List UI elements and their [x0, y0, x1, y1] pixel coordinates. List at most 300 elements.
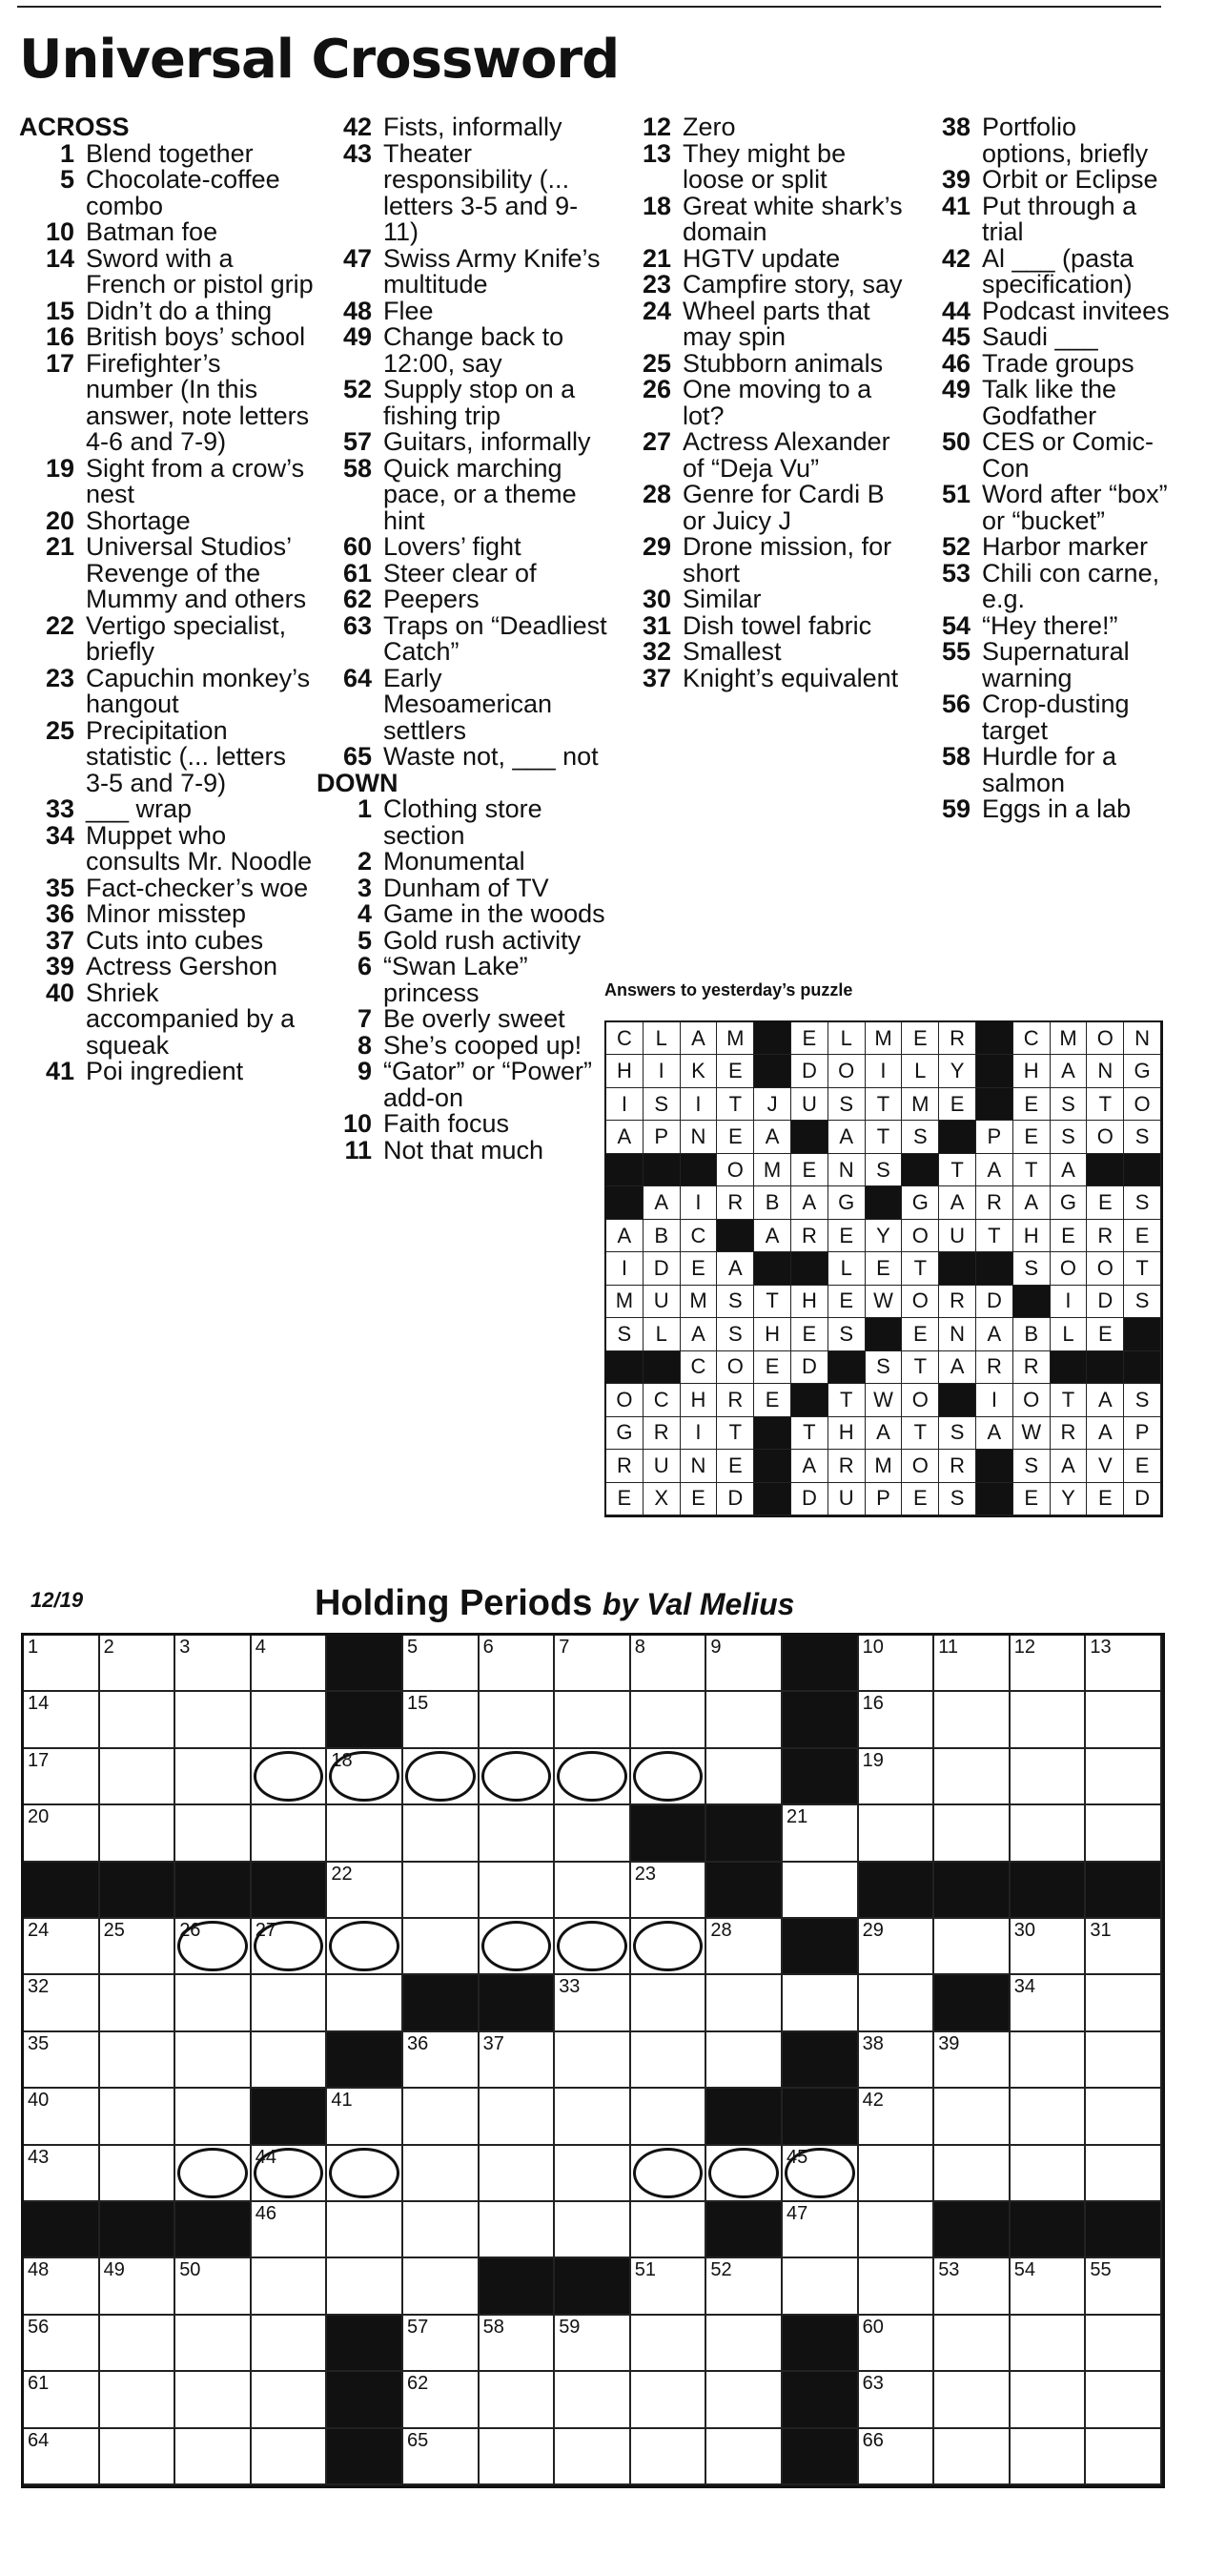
grid-cell[interactable]	[175, 2429, 252, 2485]
answer-cell: A	[681, 1022, 718, 1055]
grid-cell[interactable]	[631, 2372, 707, 2428]
grid-cell[interactable]	[1011, 1749, 1087, 1805]
grid-cell[interactable]	[327, 2258, 403, 2315]
grid-cell[interactable]	[706, 2258, 783, 2315]
grid-cell[interactable]	[555, 1975, 631, 2031]
grid-cell[interactable]	[1086, 2429, 1162, 2485]
grid-cell[interactable]	[934, 2316, 1011, 2372]
grid-cell[interactable]	[1086, 2258, 1162, 2315]
clue-text: Muppet who consults Mr. Noodle	[86, 820, 313, 876]
clue-text: Chocolate-coffee combo	[86, 165, 280, 220]
grid-cell[interactable]	[175, 1919, 252, 1975]
answer-cell: E	[606, 1483, 644, 1515]
clue-text: Fact-checker’s woe	[86, 873, 309, 902]
answer-cell: A	[866, 1417, 903, 1450]
clue-item	[616, 610, 911, 640]
answer-cell: N	[828, 1154, 866, 1186]
answer-cell: U	[644, 1450, 681, 1482]
grid-cell[interactable]	[24, 1692, 100, 1748]
grid-cell[interactable]	[403, 2429, 480, 2485]
grid-cell[interactable]	[403, 2316, 480, 2372]
answer-cell: A	[976, 1417, 1013, 1450]
grid-cell[interactable]	[24, 2316, 100, 2372]
answer-cell: M	[754, 1154, 791, 1186]
clue-number: 22	[45, 610, 74, 640]
grid-cell[interactable]	[706, 2146, 783, 2202]
grid-cell[interactable]	[631, 2032, 707, 2089]
grid-cell[interactable]	[175, 2258, 252, 2315]
grid-cell[interactable]	[252, 2258, 328, 2315]
answer-cell: A	[754, 1121, 791, 1153]
grid-cell[interactable]	[175, 1636, 252, 1692]
grid-cell[interactable]	[1086, 1636, 1162, 1692]
grid-cell[interactable]	[175, 1692, 252, 1748]
grid-cell[interactable]	[706, 1919, 783, 1975]
cell-number: 9	[710, 1637, 722, 1658]
clue-item	[19, 663, 315, 718]
grid-cell[interactable]	[24, 1975, 100, 2031]
answer-cell: L	[828, 1252, 866, 1285]
grid-cell[interactable]	[859, 1636, 935, 1692]
grid-cell[interactable]	[555, 1863, 631, 1919]
answer-cell: S	[1013, 1450, 1051, 1482]
clue-item	[317, 744, 612, 771]
grid-cell[interactable]	[631, 1749, 707, 1805]
grid-cell[interactable]	[555, 2146, 631, 2202]
grid-block	[175, 1863, 252, 1919]
grid-cell[interactable]	[706, 1692, 783, 1748]
grid-cell[interactable]	[859, 1749, 935, 1805]
grid-block	[403, 1975, 480, 2031]
grid-cell[interactable]	[24, 2258, 100, 2315]
grid-cell[interactable]	[327, 1975, 403, 2031]
answer-block	[754, 1252, 791, 1285]
grid-cell[interactable]	[934, 2258, 1011, 2315]
answer-cell: M	[606, 1286, 644, 1318]
grid-cell[interactable]	[1011, 2429, 1087, 2485]
grid-cell[interactable]	[24, 2372, 100, 2428]
grid-cell[interactable]	[1086, 1692, 1162, 1748]
grid-cell[interactable]	[100, 1919, 176, 1975]
grid-cell[interactable]	[1011, 1919, 1087, 1975]
cell-number: 61	[28, 2373, 50, 2395]
grid-cell[interactable]	[252, 1692, 328, 1748]
clue-item	[317, 796, 612, 849]
grid-cell[interactable]	[1011, 1636, 1087, 1692]
grid-cell[interactable]	[631, 1636, 707, 1692]
grid-cell[interactable]	[403, 2089, 480, 2145]
clue-number: 33	[45, 794, 74, 823]
grid-cell[interactable]	[706, 2429, 783, 2485]
grid-cell[interactable]	[175, 2032, 252, 2089]
grid-cell[interactable]	[327, 2146, 403, 2202]
grid-cell[interactable]	[631, 1863, 707, 1919]
grid-block	[327, 1636, 403, 1692]
grid-cell[interactable]	[1086, 2146, 1162, 2202]
grid-cell[interactable]	[175, 2089, 252, 2145]
grid-cell[interactable]	[934, 2032, 1011, 2089]
grid-cell[interactable]	[783, 1863, 859, 1919]
answer-block	[976, 1088, 1013, 1121]
grid-cell[interactable]	[252, 1805, 328, 1862]
grid-cell[interactable]	[555, 2316, 631, 2372]
grid-cell[interactable]	[403, 2146, 480, 2202]
clue-item	[616, 482, 911, 534]
clue-number: 65	[342, 742, 372, 771]
grid-cell[interactable]	[403, 2372, 480, 2428]
grid-block	[783, 2372, 859, 2428]
clue-number: 14	[45, 243, 74, 273]
cell-number: 18	[331, 1749, 353, 1771]
grid-cell[interactable]	[24, 1919, 100, 1975]
clue-text: They might be loose or split	[683, 138, 847, 194]
grid-cell[interactable]	[24, 1749, 100, 1805]
grid-cell[interactable]	[631, 2202, 707, 2258]
grid-cell[interactable]	[403, 1919, 480, 1975]
answer-cell: E	[717, 1121, 754, 1153]
clue-text: One moving to a lot?	[683, 375, 872, 430]
grid-cell[interactable]	[859, 2146, 935, 2202]
grid-cell[interactable]	[252, 2429, 328, 2485]
clue-number: 51	[941, 480, 971, 508]
grid-cell[interactable]	[555, 1749, 631, 1805]
clue-number: 35	[45, 873, 74, 902]
answer-cell: H	[791, 1286, 828, 1318]
grid-cell[interactable]	[631, 1919, 707, 1975]
answer-cell: A	[1051, 1450, 1088, 1482]
answer-cell: D	[976, 1286, 1013, 1318]
grid-cell[interactable]	[252, 2202, 328, 2258]
grid-cell[interactable]	[403, 2258, 480, 2315]
answer-cell: T	[717, 1417, 754, 1450]
cell-number: 56	[28, 2316, 50, 2338]
answer-block	[866, 1186, 903, 1219]
grid-cell[interactable]	[631, 2316, 707, 2372]
grid-cell[interactable]	[100, 2316, 176, 2372]
circle-mark	[254, 1751, 324, 1802]
answer-cell: R	[791, 1220, 828, 1252]
grid-cell[interactable]	[1086, 2089, 1162, 2145]
grid-cell[interactable]	[934, 1919, 1011, 1975]
grid-cell[interactable]	[859, 2316, 935, 2372]
grid-cell[interactable]	[706, 1636, 783, 1692]
grid-cell[interactable]	[934, 1636, 1011, 1692]
answer-cell: S	[717, 1318, 754, 1350]
clue-item	[616, 639, 911, 666]
answer-cell: T	[828, 1384, 866, 1416]
clue-number: 28	[642, 480, 671, 508]
grid-cell[interactable]	[934, 1749, 1011, 1805]
clue-text: Supply stop on a fishing trip	[383, 375, 576, 430]
answer-cell: E	[717, 1055, 754, 1087]
grid-cell[interactable]	[24, 1636, 100, 1692]
clue-number: 41	[45, 1057, 74, 1085]
circle-mark	[633, 2148, 704, 2198]
answer-cell: A	[976, 1318, 1013, 1350]
grid-cell[interactable]	[555, 2202, 631, 2258]
grid-cell[interactable]	[631, 2089, 707, 2145]
grid-cell[interactable]	[1086, 1749, 1162, 1805]
grid-cell[interactable]	[480, 2372, 556, 2428]
grid-cell[interactable]	[403, 1863, 480, 1919]
grid-cell[interactable]	[252, 2316, 328, 2372]
answer-cell: I	[681, 1417, 718, 1450]
grid-cell[interactable]	[1086, 1919, 1162, 1975]
grid-cell[interactable]	[934, 2089, 1011, 2145]
cell-number: 40	[28, 2090, 50, 2112]
grid-cell[interactable]	[555, 1919, 631, 1975]
answer-cell: T	[1087, 1088, 1124, 1121]
grid-cell[interactable]	[783, 2202, 859, 2258]
clue-text: Actress Alexander of “Deja Vu”	[683, 427, 890, 483]
grid-cell[interactable]	[706, 1749, 783, 1805]
grid-cell[interactable]	[403, 1636, 480, 1692]
grid-cell[interactable]	[480, 2146, 556, 2202]
grid-cell[interactable]	[100, 2429, 176, 2485]
grid-cell[interactable]	[859, 2202, 935, 2258]
grid-cell[interactable]	[100, 1805, 176, 1862]
grid-cell[interactable]	[783, 2146, 859, 2202]
grid-cell[interactable]	[859, 2258, 935, 2315]
grid-cell[interactable]	[934, 1692, 1011, 1748]
grid-cell[interactable]	[480, 2429, 556, 2485]
grid-cell[interactable]	[706, 2316, 783, 2372]
clue-number: 21	[642, 243, 671, 273]
grid-cell[interactable]	[859, 1805, 935, 1862]
grid-cell[interactable]	[783, 2258, 859, 2315]
grid-cell[interactable]	[555, 2032, 631, 2089]
answer-cell: A	[1013, 1186, 1051, 1219]
clue-number: 23	[642, 270, 671, 299]
clue-item	[317, 954, 612, 1006]
grid-cell[interactable]	[934, 2429, 1011, 2485]
grid-cell[interactable]	[327, 2089, 403, 2145]
cell-number: 8	[634, 1637, 645, 1658]
grid-cell[interactable]	[480, 2032, 556, 2089]
grid-cell[interactable]	[403, 1692, 480, 1748]
grid-block	[934, 2202, 1011, 2258]
grid-cell[interactable]	[555, 1805, 631, 1862]
clue-item	[915, 691, 1173, 744]
clue-number: 37	[642, 663, 671, 692]
grid-cell[interactable]	[555, 2089, 631, 2145]
grid-cell[interactable]	[175, 2146, 252, 2202]
answer-cell: G	[1051, 1186, 1088, 1219]
grid-cell[interactable]	[480, 2202, 556, 2258]
grid-cell[interactable]	[175, 2372, 252, 2428]
grid-cell[interactable]	[327, 1863, 403, 1919]
circle-mark	[633, 1751, 704, 1802]
clue-item	[317, 114, 612, 141]
clue-number: 36	[45, 899, 74, 928]
cell-number: 45	[786, 2146, 808, 2168]
grid-cell[interactable]	[555, 1636, 631, 1692]
grid-cell[interactable]	[934, 1805, 1011, 1862]
grid-cell[interactable]	[327, 1919, 403, 1975]
grid-cell[interactable]	[1086, 1975, 1162, 2031]
grid-cell[interactable]	[555, 2429, 631, 2485]
grid-cell[interactable]	[100, 1749, 176, 1805]
grid-block	[706, 1805, 783, 1862]
clue-text: HGTV update	[683, 243, 841, 273]
clue-item	[915, 429, 1173, 482]
grid-cell[interactable]	[252, 2032, 328, 2089]
grid-cell[interactable]	[859, 2089, 935, 2145]
grid-cell[interactable]	[1086, 2372, 1162, 2428]
clue-number: 10	[45, 217, 74, 246]
grid-cell[interactable]	[1011, 2032, 1087, 2089]
grid-cell[interactable]	[252, 2372, 328, 2428]
grid-cell[interactable]	[1011, 2089, 1087, 2145]
grid-cell[interactable]	[100, 2372, 176, 2428]
clue-number: 25	[642, 348, 671, 378]
grid-cell[interactable]	[480, 1863, 556, 1919]
grid-cell[interactable]	[252, 1636, 328, 1692]
grid-cell[interactable]	[100, 1975, 176, 2031]
grid-cell[interactable]	[24, 2032, 100, 2089]
grid-cell[interactable]	[1011, 2316, 1087, 2372]
answer-cell: K	[681, 1055, 718, 1087]
grid-cell[interactable]	[100, 1692, 176, 1748]
grid-cell[interactable]	[1086, 2316, 1162, 2372]
answer-cell: T	[902, 1417, 939, 1450]
grid-cell[interactable]	[100, 1636, 176, 1692]
grid-cell[interactable]	[480, 1749, 556, 1805]
grid-cell[interactable]	[783, 1805, 859, 1862]
grid-cell[interactable]	[631, 1975, 707, 2031]
grid-cell[interactable]	[24, 1805, 100, 1862]
grid-cell[interactable]	[631, 2429, 707, 2485]
grid-cell[interactable]	[934, 2146, 1011, 2202]
answer-cell: G	[1124, 1055, 1161, 1087]
grid-cell[interactable]	[327, 1805, 403, 1862]
grid-cell[interactable]	[859, 1975, 935, 2031]
grid-cell[interactable]	[175, 1975, 252, 2031]
grid-cell[interactable]	[327, 2202, 403, 2258]
clue-text: Orbit or Eclipse	[982, 165, 1158, 194]
grid-cell[interactable]	[100, 2146, 176, 2202]
clue-text: Minor misstep	[86, 899, 247, 928]
grid-cell[interactable]	[252, 1749, 328, 1805]
grid-cell[interactable]	[1011, 1805, 1087, 1862]
grid-cell[interactable]	[934, 2372, 1011, 2428]
circle-mark	[481, 1751, 552, 1802]
grid-cell[interactable]	[631, 2146, 707, 2202]
grid-cell[interactable]	[327, 1749, 403, 1805]
grid-cell[interactable]	[252, 1975, 328, 2031]
answer-cell: N	[1124, 1022, 1161, 1055]
grid-cell[interactable]	[480, 1692, 556, 1748]
answer-cell: H	[828, 1417, 866, 1450]
grid-cell[interactable]	[631, 1692, 707, 1748]
answer-cell: S	[1124, 1384, 1161, 1416]
grid-cell[interactable]	[859, 2429, 935, 2485]
answer-cell: O	[902, 1450, 939, 1482]
clue-number: 58	[941, 742, 971, 771]
answer-cell: O	[717, 1154, 754, 1186]
grid-cell[interactable]	[100, 2089, 176, 2145]
grid-cell[interactable]	[100, 2258, 176, 2315]
clue-item	[616, 114, 911, 141]
answer-cell: C	[606, 1022, 644, 1055]
answer-block	[976, 1022, 1013, 1055]
cell-number: 14	[28, 1693, 50, 1715]
clue-number: 24	[642, 296, 671, 325]
grid-cell[interactable]	[100, 2032, 176, 2089]
grid-cell[interactable]	[783, 1975, 859, 2031]
grid-block	[252, 2089, 328, 2145]
grid-cell[interactable]	[1011, 1692, 1087, 1748]
grid-cell[interactable]	[480, 2316, 556, 2372]
answer-cell: T	[976, 1220, 1013, 1252]
grid-cell[interactable]	[24, 2146, 100, 2202]
clue-text: Al ___ (pasta specification)	[982, 243, 1134, 299]
clue-number: 49	[342, 322, 372, 351]
grid-cell[interactable]	[706, 2032, 783, 2089]
grid-cell[interactable]	[175, 2316, 252, 2372]
clue-text: Similar	[683, 585, 762, 613]
grid-cell[interactable]	[403, 1805, 480, 1862]
grid-cell[interactable]	[859, 2032, 935, 2089]
grid-cell[interactable]	[1086, 2032, 1162, 2089]
clue-number: 30	[642, 585, 671, 613]
grid-cell[interactable]	[24, 2429, 100, 2485]
grid-cell[interactable]	[859, 2372, 935, 2428]
clue-number: 2	[357, 847, 372, 876]
puzzle-title	[315, 1583, 794, 1624]
answer-cell: E	[681, 1483, 718, 1515]
grid-cell[interactable]	[859, 1692, 935, 1748]
clue-item	[19, 901, 315, 928]
cell-number: 2	[103, 1637, 114, 1658]
grid-cell[interactable]	[631, 2258, 707, 2315]
grid-cell[interactable]	[480, 1919, 556, 1975]
grid-cell[interactable]	[555, 1692, 631, 1748]
grid-cell[interactable]	[403, 2202, 480, 2258]
grid-cell[interactable]	[403, 2032, 480, 2089]
grid-cell[interactable]	[706, 1975, 783, 2031]
grid-cell[interactable]	[175, 1749, 252, 1805]
grid-cell[interactable]	[1086, 1805, 1162, 1862]
clue-number: 54	[941, 610, 971, 640]
grid-cell[interactable]	[1011, 2146, 1087, 2202]
clue-number: 9	[357, 1057, 372, 1085]
grid-cell[interactable]	[706, 2372, 783, 2428]
grid-cell[interactable]	[555, 2372, 631, 2428]
grid-cell[interactable]	[175, 1805, 252, 1862]
grid-cell[interactable]	[1011, 1975, 1087, 2031]
cell-number: 54	[1013, 2259, 1036, 2281]
grid-cell[interactable]	[480, 2089, 556, 2145]
grid-cell[interactable]	[252, 1919, 328, 1975]
cell-number: 53	[938, 2259, 960, 2281]
cell-number: 51	[634, 2259, 657, 2281]
grid-cell[interactable]	[1011, 2258, 1087, 2315]
grid-cell[interactable]	[480, 1636, 556, 1692]
grid-cell[interactable]	[859, 1919, 935, 1975]
grid-cell[interactable]	[24, 2089, 100, 2145]
answer-block	[1051, 1351, 1088, 1384]
grid-block	[327, 2316, 403, 2372]
clue-item	[915, 377, 1173, 429]
answer-cell: H	[681, 1384, 718, 1416]
grid-cell[interactable]	[480, 1805, 556, 1862]
grid-cell[interactable]	[1011, 2372, 1087, 2428]
grid-cell[interactable]	[252, 2146, 328, 2202]
circle-mark	[329, 2148, 399, 2198]
answer-cell: M	[717, 1022, 754, 1055]
grid-cell[interactable]	[403, 1749, 480, 1805]
